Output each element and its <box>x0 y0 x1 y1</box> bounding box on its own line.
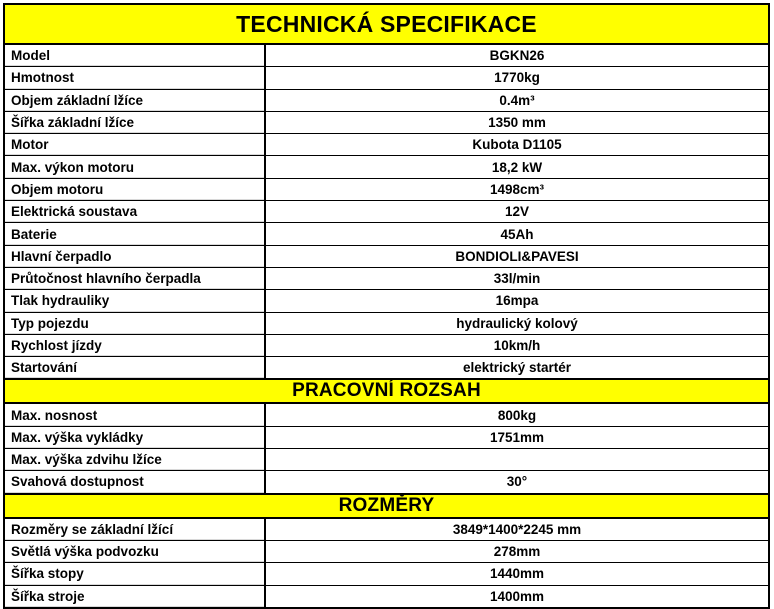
spec-sheet <box>3 3 770 609</box>
section-title-dimensions: ROZMĚRY <box>5 495 768 519</box>
row-label: Hmotnost <box>5 67 266 88</box>
row-value: 1350 mm <box>488 115 546 131</box>
table-row <box>5 179 768 201</box>
spec-table <box>3 3 770 609</box>
table-row <box>5 67 768 89</box>
row-value: elektrický startér <box>462 360 572 376</box>
row-label: Objem motoru <box>5 179 266 200</box>
row-label: Max. výška vykládky <box>5 427 266 448</box>
table-row <box>5 223 768 245</box>
row-value: hydraulický kolový <box>456 315 578 331</box>
row-value: 1440mm <box>489 566 545 582</box>
table-row <box>5 156 768 178</box>
table-row <box>5 45 768 67</box>
section-title-technical-specification: TECHNICKÁ SPECIFIKACE <box>5 5 768 45</box>
row-value: BGKN26 <box>489 48 545 64</box>
table-row <box>5 563 768 585</box>
table-row <box>5 449 768 471</box>
row-label: Max. výška zdvihu lžíce <box>5 449 266 470</box>
row-value <box>266 449 768 470</box>
row-value: 1400mm <box>489 588 545 604</box>
row-label: Hlavní čerpadlo <box>5 246 266 267</box>
table-row <box>5 519 768 541</box>
row-label: Elektrická soustava <box>5 201 266 222</box>
row-value: 800kg <box>497 407 537 423</box>
row-label: Motor <box>5 134 266 155</box>
row-label: Světlá výška podvozku <box>5 541 266 562</box>
table-row <box>5 335 768 357</box>
row-label: Model <box>5 45 266 66</box>
technical-specification-rows <box>5 45 768 380</box>
table-row <box>5 471 768 492</box>
row-label: Rozměry se základní lžící <box>5 519 266 540</box>
row-value: 278mm <box>493 544 541 560</box>
table-row <box>5 586 768 607</box>
table-row <box>5 90 768 112</box>
table-row <box>5 404 768 426</box>
table-row <box>5 541 768 563</box>
row-value: 45Ah <box>500 226 534 242</box>
row-label: Max. nosnost <box>5 404 266 425</box>
row-label: Průtočnost hlavního čerpadla <box>5 268 266 289</box>
table-row <box>5 357 768 378</box>
section-title-working-range: PRACOVNÍ ROZSAH <box>5 380 768 404</box>
row-value: 1770kg <box>494 70 540 86</box>
row-label: Objem základní lžíce <box>5 90 266 111</box>
row-label: Svahová dostupnost <box>5 471 266 492</box>
row-value: 3849*1400*2245 mm <box>452 521 582 537</box>
table-row <box>5 268 768 290</box>
table-row <box>5 427 768 449</box>
row-label: Typ pojezdu <box>5 313 266 334</box>
row-value: BONDIOLI&PAVESI <box>455 248 579 264</box>
table-row <box>5 290 768 312</box>
row-value: 1751mm <box>489 429 545 445</box>
dimensions-rows <box>5 519 768 609</box>
table-row <box>5 201 768 223</box>
row-label: Šířka základní lžíce <box>5 112 266 133</box>
table-row <box>5 313 768 335</box>
table-row <box>5 246 768 268</box>
row-value: 30° <box>506 474 528 490</box>
row-label: Tlak hydrauliky <box>5 290 266 311</box>
row-label: Startování <box>5 357 266 378</box>
row-value: 1498cm³ <box>489 181 545 197</box>
row-label: Rychlost jízdy <box>5 335 266 356</box>
table-row <box>5 112 768 134</box>
row-value: 16mpa <box>495 293 539 309</box>
row-value: 18,2 kW <box>491 159 543 175</box>
row-value: Kubota D1105 <box>472 137 562 153</box>
row-value: 0.4m³ <box>499 92 535 108</box>
table-row <box>5 134 768 156</box>
row-label: Baterie <box>5 223 266 244</box>
row-label: Šířka stopy <box>5 563 266 584</box>
row-value: 33l/min <box>493 271 541 287</box>
working-range-rows <box>5 404 768 494</box>
row-label: Šířka stroje <box>5 586 266 607</box>
row-value: 10km/h <box>493 338 541 353</box>
row-label: Max. výkon motoru <box>5 156 266 177</box>
row-value: 12V <box>504 204 530 220</box>
